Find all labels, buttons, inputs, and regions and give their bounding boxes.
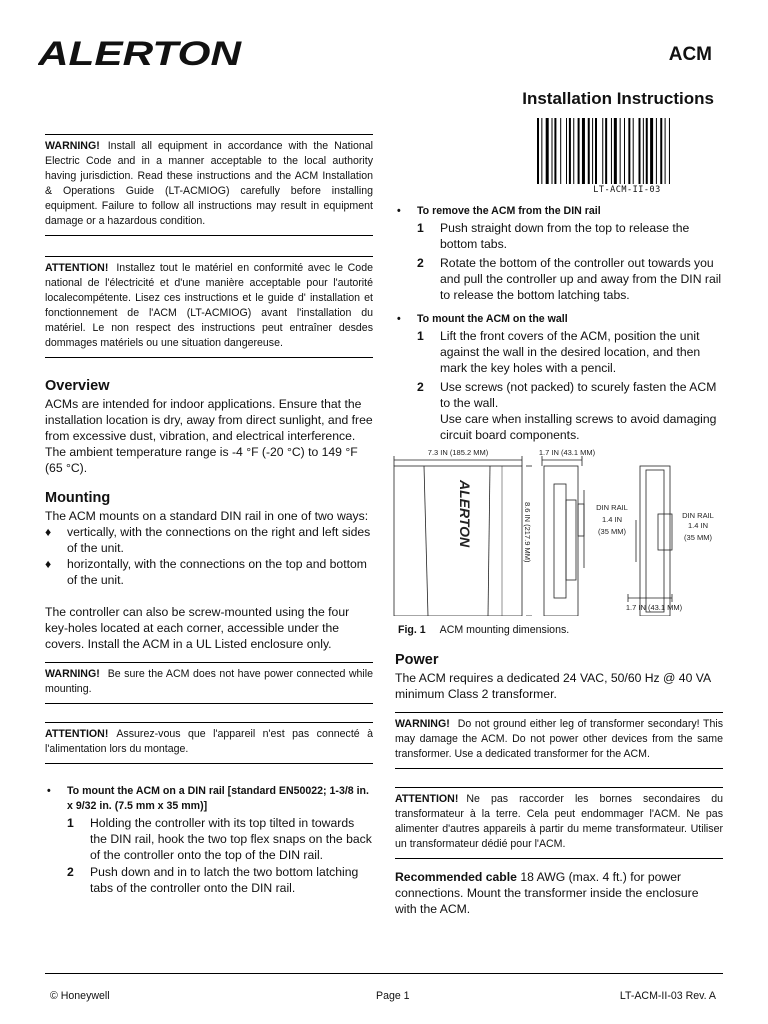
task-heading: • To mount the ACM on a DIN rail [standard EN50022; 1-3/8 in. x 9/32 in. (7.5 mm x 35 mm)]: [45, 784, 373, 814]
side-view-vertical: [544, 466, 578, 616]
barcode-bar: [537, 118, 539, 184]
barcode-bar: [646, 118, 648, 184]
step-number: 2: [67, 865, 74, 879]
attention-notice-mounting: [45, 722, 373, 764]
step-item: [395, 220, 723, 252]
barcode: [536, 118, 718, 188]
barcode-bar: [541, 118, 542, 184]
barcode-bar: [669, 118, 670, 184]
depth-bottom-label: 1.7 IN (43.1 MM): [625, 603, 683, 612]
depth-top-label: 1.7 IN (43.1 MM): [538, 448, 596, 457]
din-rail-label-2: DIN RAIL: [682, 511, 714, 520]
right-column: [395, 204, 723, 443]
overview-text: ACMs are intended for indoor applications. Ensure that the installation location is dry, away from direct sunlight, and free from excessive dust, vibration, and electrical interference. The ambient temperature range is -4 °F (-20 °C) to 149 °F (65 °C).: [45, 397, 373, 475]
mounting-intro: The ACM mounts on a standard DIN rail in one of two ways:: [45, 509, 369, 523]
barcode-text: LT-ACM-II-03: [593, 185, 661, 195]
barcode-bar: [628, 118, 630, 184]
attention-text: Ne pas raccorder les bornes secondaires du transformateur à la terre. Cela peut endommager l'ACM. Ne pas alimenter d'autres appareils à partir du meme transformateur. Utiliser un transformateur dédié pour l'ACM.: [395, 793, 723, 850]
barcode-bar: [554, 118, 556, 184]
barcode-bar: [656, 118, 657, 184]
cable-label: Recommended cable: [395, 870, 517, 884]
step-list: [395, 328, 723, 443]
attention-label: ATTENTION!: [45, 728, 109, 740]
attention-notice-fr: [45, 256, 373, 358]
attention-notice-power: [395, 787, 723, 859]
barcode-bar: [578, 118, 580, 184]
step-item: [45, 864, 373, 896]
power-heading: Power: [395, 652, 439, 668]
warning-label: WARNING!: [395, 718, 450, 730]
step-item: [395, 255, 723, 303]
barcode-bar: [569, 118, 571, 184]
warning-text: Do not ground either leg of transformer secondary! This may damage the ACM. Do not power other devices from the same transformer. Use a dedicated transformer for the ACM.: [395, 718, 723, 760]
step-text-note: Use care when installing screws to avoid damaging circuit board components.: [440, 412, 717, 442]
step-list: [45, 815, 373, 896]
barcode-bar: [552, 118, 553, 184]
figure-caption: [398, 624, 569, 636]
barcode-bar: [620, 118, 621, 184]
din-rail-inches-2: 1.4 IN: [687, 521, 709, 530]
controller-logo: ALERTON: [457, 480, 473, 548]
step-text: Use screws (not packed) to scurely fasten the ACM to the wall.: [440, 380, 717, 410]
recommended-cable: [395, 869, 723, 917]
barcode-bar: [665, 118, 666, 184]
warning-text: Install all equipment in accordance with the National Electric Code and in a manner acceptable to the local authority having jurisdiction. Read these instructions and the ACM Installation & Operations Guide (LT-ACMIOG) carefully before installing equipment. Failure to follow all instructions may result in equipment damage or a hazardous condition.: [45, 140, 373, 227]
side-view-horizontal: [640, 466, 670, 616]
width-dimension-label: 7.3 IN (185.2 MM): [427, 448, 489, 457]
step-text: Lift the front covers of the ACM, position the unit against the wall in the desired location, and then mark the key holes with a pencil.: [440, 329, 701, 375]
warning-label: WARNING!: [45, 668, 100, 680]
barcode-bar: [582, 118, 585, 184]
din-rail-inches: 1.4 IN: [601, 515, 623, 524]
logo-text: ALERTON: [38, 36, 243, 72]
barcode-bar: [624, 118, 625, 184]
din-rail-label: DIN RAIL: [596, 503, 628, 512]
figure-label: Fig. 1: [398, 624, 426, 636]
attention-text: Installez tout le matériel en conformité avec le Code national de l'électricité et d'une manière acceptable pour l'autorité localecompétente. Lisez ces instructions et le guide d' installation et fonctionnement de l'ACM (LT-ACMIOG) avant l'installation du matériel. Le non respect des instructions peut entraîner desdes dommages matériels ou une situation dangereuse.: [45, 262, 373, 349]
step-number: 2: [417, 256, 424, 270]
step-item: [395, 328, 723, 376]
overview-heading: Overview: [45, 378, 110, 394]
barcode-bar: [614, 118, 617, 184]
wall-task: [395, 312, 723, 443]
height-dimension-label: 8.6 IN (217.9 MM): [523, 502, 532, 563]
barcode-bar: [546, 118, 549, 184]
cable-text: 18 AWG (max. 4 ft.) for power connections. Mount the transformer inside the enclosure with the ACM.: [395, 870, 699, 916]
step-item: [45, 815, 373, 863]
warning-notice-power: [395, 712, 723, 769]
footer-doc-revision: LT-ACM-II-03 Rev. A: [619, 990, 716, 1002]
din-rail-mm: (35 MM): [598, 527, 626, 536]
step-list: [395, 220, 723, 303]
barcode-bar: [573, 118, 574, 184]
remove-task: [395, 204, 723, 303]
barcode-bar: [633, 118, 634, 184]
barcode-bar: [602, 118, 603, 184]
task-heading: • To remove the ACM from the DIN rail: [395, 204, 723, 219]
warning-text: Be sure the ACM does not have power connected while mounting.: [45, 668, 373, 695]
figure-caption-text: ACM mounting dimensions.: [439, 624, 570, 636]
barcode-bar: [560, 118, 561, 184]
barcode-bar: [660, 118, 662, 184]
barcode-bar: [650, 118, 653, 184]
attention-label: ATTENTION!: [45, 262, 109, 274]
attention-label: ATTENTION!: [395, 793, 459, 805]
warning-notice-en: [45, 134, 373, 236]
barcode-bar: [595, 118, 597, 184]
barcode-bar: [588, 118, 590, 184]
din-rail-mm-2: (35 MM): [684, 533, 712, 542]
barcode-bar: [566, 118, 567, 184]
barcode-bar: [605, 118, 607, 184]
step-number: 1: [417, 329, 424, 343]
step-number: 1: [417, 221, 424, 235]
barcode-bar: [639, 118, 641, 184]
barcode-bar: [611, 118, 612, 184]
attention-text: Assurez-vous que l'appareil n'est pas connecté à l'alimentation lors du montage.: [45, 728, 373, 755]
mounting-heading: Mounting: [45, 490, 111, 506]
step-number: 2: [417, 380, 424, 394]
step-item: [395, 379, 723, 443]
left-column: [45, 134, 373, 896]
list-item: ♦ vertically, with the connections on the right and left sides of the unit.: [45, 524, 373, 556]
mounting-list: [45, 524, 373, 588]
task-heading: • To mount the ACM on the wall: [395, 312, 723, 327]
mounting-dimensions-diagram: [392, 444, 724, 616]
din-mount-task: [45, 784, 373, 896]
power-text: The ACM requires a dedicated 24 VAC, 50/60 Hz @ 40 VA minimum Class 2 transformer.: [395, 671, 711, 701]
step-text: Holding the controller with its top tilted in towards the DIN rail, hook the two top flex snaps on the back of the controller onto the top of the DIN rail.: [90, 816, 372, 862]
barcode-bar: [643, 118, 644, 184]
power-section: [395, 652, 723, 917]
step-text: Rotate the bottom of the controller out towards you and pull the controller up and away from the DIN rail to release the bottom latching tabs.: [440, 256, 722, 302]
footer-divider: [45, 973, 723, 974]
warning-notice-mounting: [45, 662, 373, 704]
step-number: 1: [67, 816, 74, 830]
alerton-logo: [38, 36, 243, 72]
footer-copyright: © Honeywell: [50, 990, 110, 1002]
doc-subtitle: Installation Instructions: [522, 89, 714, 108]
warning-label: WARNING!: [45, 140, 100, 152]
barcode-bar: [592, 118, 593, 184]
step-text: Push straight down from the top to release the bottom tabs.: [440, 221, 690, 251]
list-item: ♦ horizontally, with the connections on the top and bottom of the unit.: [45, 556, 373, 588]
doc-code: ACM: [668, 44, 712, 65]
footer-page-number: Page 1: [376, 990, 410, 1002]
step-text: Push down and in to latch the two bottom latching tabs of the controller onto the DIN rail.: [90, 865, 359, 895]
mounting-text: The controller can also be screw-mounted using the four key-holes located at each corner, accessible under the covers. Install the ACM in a UL Listed enclosure only.: [45, 605, 350, 651]
